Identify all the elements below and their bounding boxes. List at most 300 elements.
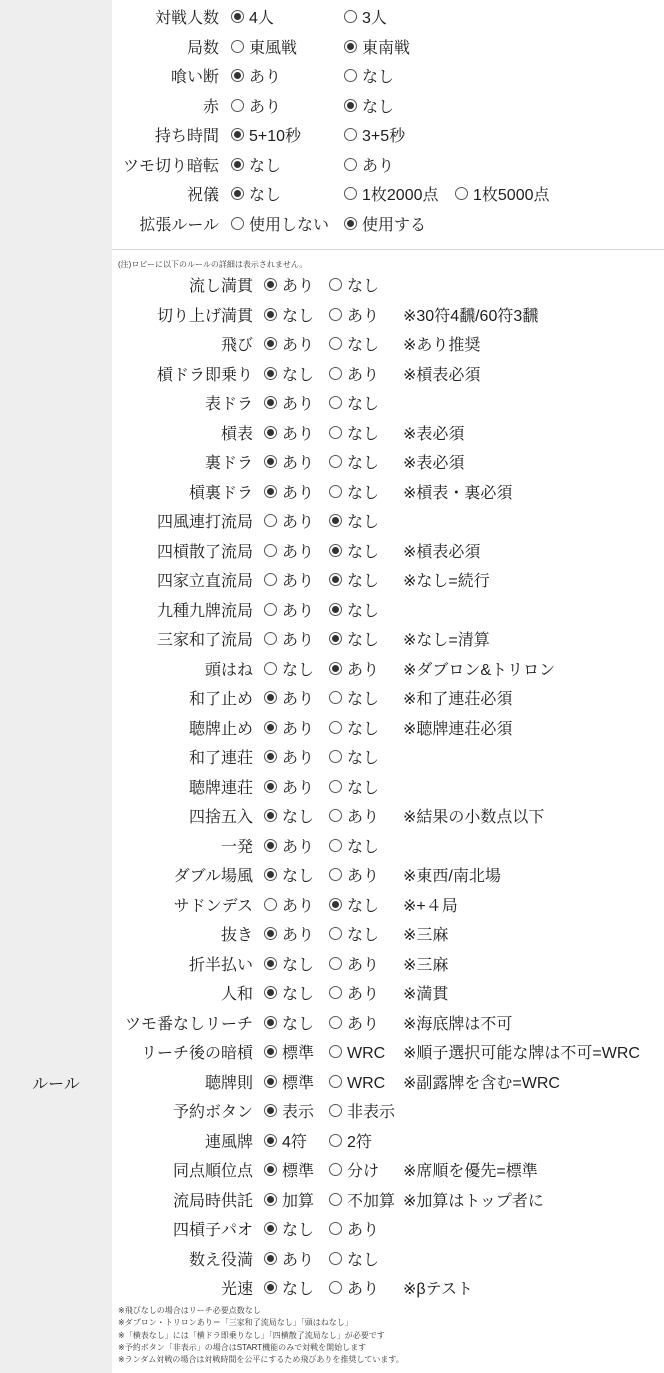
sidebar-column <box>0 0 112 1373</box>
radio-option-label: 使用しない <box>249 216 330 234</box>
radio-unchecked-icon[interactable] <box>329 780 342 793</box>
radio-option-label: なし <box>347 720 380 738</box>
radio-checked-icon[interactable] <box>329 898 342 911</box>
radio-option-label: WRC <box>347 1045 386 1062</box>
radio-option[interactable] <box>344 182 439 210</box>
radio-option[interactable] <box>231 94 281 122</box>
radio-option-label: なし <box>347 337 380 354</box>
rule-row <box>112 303 664 331</box>
radio-option[interactable] <box>264 1099 314 1127</box>
radio-option[interactable] <box>264 1158 314 1186</box>
section-divider <box>112 249 664 250</box>
radio-option[interactable] <box>329 804 379 832</box>
radio-option[interactable] <box>264 1188 314 1216</box>
radio-option[interactable] <box>264 450 314 478</box>
radio-option-label: なし <box>347 602 380 620</box>
radio-option[interactable] <box>264 775 314 803</box>
radio-option-label: あり <box>282 691 315 708</box>
radio-option-label: なし <box>347 632 380 649</box>
radio-checked-icon[interactable] <box>264 868 277 881</box>
radio-unchecked-icon[interactable] <box>329 367 342 380</box>
radio-option[interactable] <box>264 716 314 744</box>
radio-option[interactable] <box>329 1247 379 1275</box>
rule-label: 局数 <box>186 39 219 57</box>
rule-row <box>112 1011 664 1039</box>
radio-unchecked-icon[interactable] <box>344 158 357 171</box>
radio-option-label: あり <box>282 838 315 856</box>
radio-option[interactable] <box>344 153 394 181</box>
radio-option[interactable] <box>264 421 314 449</box>
radio-checked-icon[interactable] <box>264 455 277 468</box>
radio-option[interactable] <box>329 1070 385 1098</box>
radio-option-label: なし <box>347 691 380 708</box>
radio-option[interactable] <box>329 509 379 537</box>
radio-option[interactable] <box>264 1070 314 1098</box>
rule-row <box>112 153 664 181</box>
rule-note: ※和了連荘必須 <box>403 691 513 708</box>
rule-row <box>112 745 664 773</box>
radio-option[interactable] <box>329 893 379 921</box>
rule-label: サドンデス <box>173 897 253 915</box>
radio-option[interactable] <box>264 1217 314 1245</box>
rule-note: ※席順を優先=標準 <box>403 1163 538 1180</box>
rule-row <box>112 450 664 478</box>
radio-unchecked-icon[interactable] <box>329 455 342 468</box>
radio-option-label: あり <box>282 927 315 944</box>
radio-checked-icon[interactable] <box>329 573 342 586</box>
rule-row <box>112 893 664 921</box>
rule-row <box>112 332 664 360</box>
radio-option[interactable] <box>329 273 379 301</box>
rule-row <box>112 981 664 1009</box>
rule-row <box>112 1276 664 1304</box>
radio-option[interactable] <box>264 480 314 508</box>
radio-option[interactable] <box>329 1188 395 1216</box>
radio-unchecked-icon[interactable] <box>264 662 277 675</box>
radio-option[interactable] <box>231 153 281 181</box>
radio-option[interactable] <box>264 981 314 1009</box>
radio-option[interactable] <box>264 804 314 832</box>
radio-option[interactable] <box>344 94 394 122</box>
radio-unchecked-icon[interactable] <box>264 544 277 557</box>
radio-option[interactable] <box>329 332 379 360</box>
radio-unchecked-icon[interactable] <box>329 426 342 439</box>
radio-option-label: なし <box>347 1251 380 1269</box>
radio-unchecked-icon[interactable] <box>455 187 468 200</box>
radio-checked-icon[interactable] <box>264 1104 277 1117</box>
radio-unchecked-icon[interactable] <box>329 337 342 350</box>
rule-note: ※βテスト <box>403 1281 473 1298</box>
radio-option[interactable] <box>264 952 314 980</box>
radio-option-label: なし <box>282 986 315 1003</box>
radio-unchecked-icon[interactable] <box>344 69 357 82</box>
radio-option-label: あり <box>249 69 282 86</box>
radio-checked-icon[interactable] <box>264 337 277 350</box>
radio-option-label: 東風戦 <box>249 39 298 57</box>
radio-option-label: 非表示 <box>347 1104 396 1121</box>
radio-checked-icon[interactable] <box>264 426 277 439</box>
rule-row <box>112 775 664 803</box>
rule-row <box>112 1158 664 1186</box>
radio-option[interactable] <box>329 1011 379 1039</box>
radio-checked-icon[interactable] <box>264 1193 277 1206</box>
rule-row <box>112 509 664 537</box>
radio-option-label: なし <box>249 187 282 204</box>
radio-option[interactable] <box>329 1129 372 1157</box>
radio-unchecked-icon[interactable] <box>344 187 357 200</box>
radio-option-label: なし <box>347 396 380 413</box>
rule-note: ※順子選択可能な牌は不可=WRC <box>403 1045 640 1062</box>
radio-option[interactable] <box>264 332 314 360</box>
radio-option-label: 4人 <box>249 10 274 27</box>
radio-unchecked-icon[interactable] <box>264 573 277 586</box>
radio-option[interactable] <box>329 775 379 803</box>
radio-option-label: あり <box>282 897 315 915</box>
rule-note: ※なし=続行 <box>403 573 490 590</box>
radio-checked-icon[interactable] <box>264 1134 277 1147</box>
rule-row <box>112 1188 664 1216</box>
radio-option-label: なし <box>362 98 395 116</box>
radio-checked-icon[interactable] <box>264 957 277 970</box>
rule-label: 流局時供託 <box>172 1192 253 1210</box>
rule-note: ※副露牌を含む=WRC <box>403 1074 560 1092</box>
radio-option-label: なし <box>282 307 315 325</box>
radio-option[interactable] <box>329 745 379 773</box>
radio-unchecked-icon[interactable] <box>329 396 342 409</box>
radio-option-label: なし <box>347 927 380 944</box>
radio-option[interactable] <box>329 981 379 1009</box>
radio-checked-icon[interactable] <box>264 278 277 291</box>
radio-unchecked-icon[interactable] <box>329 750 342 763</box>
rule-row <box>112 182 664 210</box>
radio-checked-icon[interactable] <box>329 662 342 675</box>
radio-option-label: なし <box>282 809 315 826</box>
radio-option-label: 1枚5000点 <box>473 187 550 204</box>
rule-note: ※槓表必須 <box>403 366 481 384</box>
radio-option[interactable] <box>264 834 314 862</box>
radio-option-label: あり <box>282 779 315 797</box>
rule-row <box>112 863 664 891</box>
rule-label: 聴牌止め <box>188 720 253 738</box>
radio-checked-icon[interactable] <box>264 750 277 763</box>
radio-option[interactable] <box>231 5 274 33</box>
rule-note: ※あり推奨 <box>403 337 481 354</box>
radio-option[interactable] <box>329 450 379 478</box>
radio-option[interactable] <box>264 539 314 567</box>
radio-unchecked-icon[interactable] <box>329 1104 342 1117</box>
radio-option-label: あり <box>282 720 315 738</box>
radio-option[interactable] <box>264 1040 314 1068</box>
radio-checked-icon[interactable] <box>264 1281 277 1294</box>
radio-option[interactable] <box>329 1217 379 1245</box>
radio-option-label: 標準 <box>282 1074 315 1092</box>
footnote: ※飛びなしの場合はリーチ必要点数なし <box>118 1306 261 1315</box>
radio-option-label: 標準 <box>282 1045 315 1062</box>
rule-label: 対戦人数 <box>154 10 219 27</box>
radio-option[interactable] <box>264 568 314 596</box>
rules-section-label: ルール <box>32 1076 80 1093</box>
radio-option[interactable] <box>344 64 394 92</box>
rule-note: ※+４局 <box>403 897 458 915</box>
rule-row <box>112 834 664 862</box>
rule-note: ※三麻 <box>403 927 449 944</box>
radio-unchecked-icon[interactable] <box>329 1016 342 1029</box>
rule-row <box>112 123 664 151</box>
radio-option[interactable] <box>329 922 379 950</box>
radio-unchecked-icon[interactable] <box>231 217 244 230</box>
radio-option-label: なし <box>282 1222 315 1239</box>
radio-option-label: あり <box>282 543 315 561</box>
radio-option[interactable] <box>231 123 301 151</box>
rule-label: 人和 <box>220 986 253 1003</box>
radio-option[interactable] <box>344 212 426 240</box>
radio-unchecked-icon[interactable] <box>264 898 277 911</box>
rule-row <box>112 952 664 980</box>
radio-unchecked-icon[interactable] <box>329 809 342 822</box>
radio-option[interactable] <box>455 182 550 210</box>
radio-option[interactable] <box>264 657 314 685</box>
radio-checked-icon[interactable] <box>264 1045 277 1058</box>
radio-option-label: 4符 <box>282 1133 307 1151</box>
radio-option[interactable] <box>329 716 379 744</box>
radio-unchecked-icon[interactable] <box>231 40 244 53</box>
radio-option-label: なし <box>347 455 380 472</box>
radio-option[interactable] <box>329 362 379 390</box>
radio-option-label: あり <box>347 809 380 826</box>
radio-unchecked-icon[interactable] <box>329 927 342 940</box>
rule-note: ※東西/南北場 <box>403 868 501 885</box>
radio-option-label: あり <box>347 986 380 1003</box>
radio-option[interactable] <box>264 893 314 921</box>
radio-option[interactable] <box>231 35 297 63</box>
rule-label: 槓裏ドラ <box>188 484 253 502</box>
radio-checked-icon[interactable] <box>264 691 277 704</box>
rule-label: 数え役満 <box>188 1251 253 1269</box>
rule-note: ※満貫 <box>403 986 449 1003</box>
radio-option-label: あり <box>282 396 315 413</box>
radio-checked-icon[interactable] <box>329 632 342 645</box>
rule-label: 折半払い <box>188 956 253 974</box>
radio-unchecked-icon[interactable] <box>264 603 277 616</box>
radio-checked-icon[interactable] <box>264 721 277 734</box>
rule-label: ツモ番なしリーチ <box>124 1015 253 1033</box>
radio-option[interactable] <box>329 952 379 980</box>
radio-checked-icon[interactable] <box>264 308 277 321</box>
radio-unchecked-icon[interactable] <box>231 99 244 112</box>
footnotes <box>118 1305 404 1366</box>
radio-unchecked-icon[interactable] <box>329 691 342 704</box>
radio-checked-icon[interactable] <box>264 1252 277 1265</box>
radio-unchecked-icon[interactable] <box>264 632 277 645</box>
footnote: ※ダブロン・トリロンあり＝「三家和了流局なし」「頭はねなし」 <box>118 1318 353 1328</box>
radio-unchecked-icon[interactable] <box>329 278 342 291</box>
radio-unchecked-icon[interactable] <box>329 1163 342 1176</box>
rule-row <box>112 1070 664 1098</box>
radio-unchecked-icon[interactable] <box>329 1075 342 1088</box>
radio-option-label: あり <box>282 1251 315 1269</box>
radio-unchecked-icon[interactable] <box>329 1045 342 1058</box>
radio-option[interactable] <box>264 686 314 714</box>
radio-option[interactable] <box>264 303 314 331</box>
radio-checked-icon[interactable] <box>264 1163 277 1176</box>
radio-option[interactable] <box>329 598 379 626</box>
radio-unchecked-icon[interactable] <box>329 868 342 881</box>
radio-checked-icon[interactable] <box>344 217 357 230</box>
radio-option[interactable] <box>329 568 379 596</box>
radio-option[interactable] <box>264 1011 314 1039</box>
rule-row <box>112 421 664 449</box>
radio-unchecked-icon[interactable] <box>344 128 357 141</box>
radio-checked-icon[interactable] <box>264 1075 277 1088</box>
radio-checked-icon[interactable] <box>264 780 277 793</box>
radio-unchecked-icon[interactable] <box>329 957 342 970</box>
radio-option-label: なし <box>347 897 380 915</box>
radio-unchecked-icon[interactable] <box>329 308 342 321</box>
radio-option-label: 2符 <box>347 1133 372 1151</box>
radio-option[interactable] <box>264 509 314 537</box>
radio-checked-icon[interactable] <box>231 128 244 141</box>
rule-row <box>112 64 664 92</box>
radio-option-label: なし <box>282 1281 315 1298</box>
radio-option-label: あり <box>347 307 380 325</box>
radio-option[interactable] <box>264 391 314 419</box>
radio-option[interactable] <box>329 1276 379 1304</box>
radio-checked-icon[interactable] <box>329 514 342 527</box>
radio-option[interactable] <box>264 273 314 301</box>
radio-option-label: あり <box>282 750 315 767</box>
radio-unchecked-icon[interactable] <box>264 514 277 527</box>
radio-checked-icon[interactable] <box>264 1222 277 1235</box>
rule-label: 持ち時間 <box>154 128 219 145</box>
radio-option-label: なし <box>347 425 380 443</box>
radio-checked-icon[interactable] <box>231 69 244 82</box>
footnote: ※ランダム対戦の場合は対戦時間を公平にするため飛びありを推奨しています。 <box>118 1355 404 1365</box>
radio-option[interactable] <box>264 745 314 773</box>
radio-option[interactable] <box>264 863 314 891</box>
radio-option[interactable] <box>264 362 314 390</box>
radio-option[interactable] <box>329 421 379 449</box>
radio-unchecked-icon[interactable] <box>329 986 342 999</box>
rule-label: ツモ切り暗転 <box>122 157 219 175</box>
radio-checked-icon[interactable] <box>231 158 244 171</box>
radio-option[interactable] <box>344 35 410 63</box>
rule-row <box>112 1217 664 1245</box>
radio-option-label: なし <box>347 543 380 561</box>
rule-note: ※槓表・裏必須 <box>403 484 513 502</box>
rule-note: ※海底牌は不可 <box>403 1015 513 1033</box>
rule-label: 光速 <box>220 1281 253 1298</box>
radio-unchecked-icon[interactable] <box>329 721 342 734</box>
radio-unchecked-icon[interactable] <box>329 1281 342 1294</box>
radio-option[interactable] <box>329 657 379 685</box>
radio-option-label: あり <box>347 956 380 974</box>
rule-note: ※槓表必須 <box>403 543 481 561</box>
radio-unchecked-icon[interactable] <box>329 1134 342 1147</box>
rule-label: 切り上げ満貫 <box>156 307 253 325</box>
radio-option[interactable] <box>329 1158 379 1186</box>
rule-row <box>112 1129 664 1157</box>
rule-label: 予約ボタン <box>172 1104 253 1121</box>
radio-checked-icon[interactable] <box>231 187 244 200</box>
radio-checked-icon[interactable] <box>264 986 277 999</box>
radio-checked-icon[interactable] <box>264 1016 277 1029</box>
radio-option[interactable] <box>231 182 281 210</box>
radio-option[interactable] <box>329 863 379 891</box>
rule-label: 同点順位点 <box>172 1163 253 1180</box>
radio-checked-icon[interactable] <box>264 927 277 940</box>
radio-unchecked-icon[interactable] <box>329 839 342 852</box>
radio-option[interactable] <box>329 1099 395 1127</box>
radio-option-label: なし <box>347 278 380 295</box>
radio-option[interactable] <box>231 212 329 240</box>
radio-option-label: あり <box>282 278 315 295</box>
radio-checked-icon[interactable] <box>264 367 277 380</box>
rule-note: ※表必須 <box>403 425 465 443</box>
rule-label: 連風牌 <box>204 1133 253 1151</box>
radio-checked-icon[interactable] <box>344 40 357 53</box>
radio-unchecked-icon[interactable] <box>329 1222 342 1235</box>
rule-label: 赤 <box>202 98 219 116</box>
radio-unchecked-icon[interactable] <box>329 1193 342 1206</box>
radio-checked-icon[interactable] <box>344 99 357 112</box>
radio-option[interactable] <box>264 922 314 950</box>
radio-checked-icon[interactable] <box>264 485 277 498</box>
radio-unchecked-icon[interactable] <box>329 485 342 498</box>
radio-option[interactable] <box>329 627 379 655</box>
radio-option-label: 3+5秒 <box>362 128 406 145</box>
radio-unchecked-icon[interactable] <box>344 10 357 23</box>
radio-option-label: なし <box>282 868 315 885</box>
radio-checked-icon[interactable] <box>329 544 342 557</box>
radio-option-label: WRC <box>347 1074 386 1092</box>
radio-option[interactable] <box>329 391 379 419</box>
radio-checked-icon[interactable] <box>264 839 277 852</box>
radio-option-label: あり <box>347 1015 380 1033</box>
radio-option-label: 3人 <box>362 10 387 27</box>
radio-option[interactable] <box>264 598 314 626</box>
radio-option-label: あり <box>347 1281 380 1298</box>
radio-option[interactable] <box>231 64 281 92</box>
radio-option-label: あり <box>282 573 315 590</box>
radio-option[interactable] <box>329 480 379 508</box>
rule-label: 槓表 <box>220 425 253 443</box>
rule-label: 槓ドラ即乗り <box>156 366 253 384</box>
radio-option[interactable] <box>264 1276 314 1304</box>
radio-option[interactable] <box>329 686 379 714</box>
rule-row <box>112 627 664 655</box>
rule-label: 流し満貫 <box>188 278 253 295</box>
radio-option[interactable] <box>329 1040 385 1068</box>
radio-option[interactable] <box>329 303 379 331</box>
radio-option[interactable] <box>329 834 379 862</box>
radio-checked-icon[interactable] <box>264 396 277 409</box>
radio-unchecked-icon[interactable] <box>329 1252 342 1265</box>
radio-option[interactable] <box>264 1247 314 1275</box>
radio-option[interactable] <box>264 1129 307 1157</box>
radio-option[interactable] <box>344 5 387 33</box>
radio-option[interactable] <box>264 627 314 655</box>
radio-option[interactable] <box>344 123 405 151</box>
rule-label: 四槓子パオ <box>172 1222 253 1239</box>
rule-row <box>112 1040 664 1068</box>
radio-option-label: なし <box>347 484 380 502</box>
radio-checked-icon[interactable] <box>264 809 277 822</box>
radio-option[interactable] <box>329 539 379 567</box>
rule-label: 四槓散了流局 <box>156 543 253 561</box>
radio-option-label: 5+10秒 <box>249 128 302 145</box>
radio-checked-icon[interactable] <box>329 603 342 616</box>
radio-checked-icon[interactable] <box>231 10 244 23</box>
